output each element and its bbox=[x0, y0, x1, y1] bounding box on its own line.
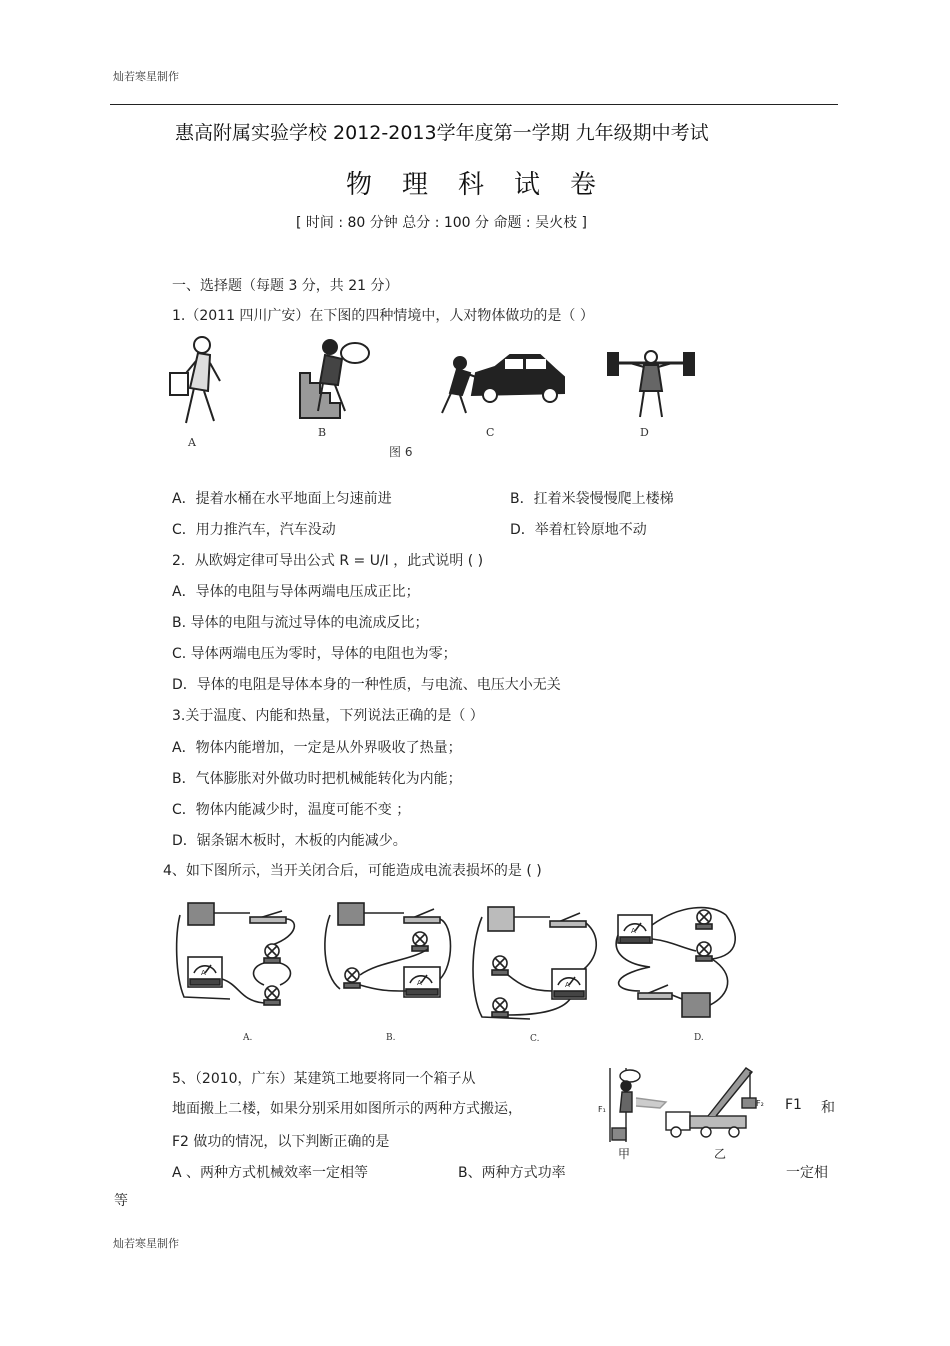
q1-option-c: C．用力推汽车，汽车没动 bbox=[172, 522, 336, 538]
q5-fig-label-yi: 乙 bbox=[714, 1147, 727, 1161]
q5-force-label-f2: F₂ bbox=[756, 1099, 764, 1108]
page-header-maker: 灿若寒星制作 bbox=[113, 70, 179, 83]
q5-line3: F2 做功的情况，以下判断正确的是 bbox=[172, 1134, 390, 1150]
q4-fig-label-b: B. bbox=[386, 1033, 396, 1043]
q5-option-a: A 、两种方式机械效率一定相等 bbox=[172, 1165, 369, 1181]
q1-figure-d-weightlifter bbox=[608, 351, 694, 417]
q2-stem: 2．从欧姆定律可导出公式 R = U/I ，此式说明 ( ) bbox=[172, 553, 484, 569]
q5-line1: 5、（2010，广东）某建筑工地要将同一个箱子从 bbox=[172, 1071, 476, 1087]
q3-stem: 3.关于温度、内能和热量，下列说法正确的是（ ） bbox=[172, 708, 484, 724]
q4-stem: 4、如下图所示，当开关闭合后，可能造成电流表损坏的是 ( ) bbox=[163, 863, 542, 879]
q1-figure-b-person-stairs bbox=[300, 340, 369, 418]
q4-circuit-a bbox=[177, 903, 295, 1005]
q3-option-a: A．物体内能增加，一定是从外界吸收了热量； bbox=[172, 740, 462, 756]
q4-meter-symbol-b: A bbox=[417, 979, 422, 987]
q2-option-b: B. 导体的电阻与流过导体的电流成反比； bbox=[172, 615, 429, 631]
section-title: 一、选择题（每题 3 分，共 21 分） bbox=[172, 278, 399, 294]
q4-circuit-d bbox=[616, 908, 735, 1017]
q2-option-c: C. 导体两端电压为零时，导体的电阻也为零； bbox=[172, 646, 457, 662]
q1-stem: 1.（2011 四川广安）在下图的四种情境中，人对物体做功的是（ ） bbox=[172, 308, 594, 324]
q1-fig-label-b: B bbox=[318, 426, 327, 439]
q1-option-b: B．扛着米袋慢慢爬上楼梯 bbox=[510, 491, 674, 507]
q4-meter-symbol-a: A bbox=[201, 969, 206, 977]
q3-option-d: D．锯条锯木板时，木板的内能减少。 bbox=[172, 833, 407, 849]
q5-line2: 地面搬上二楼，如果分别采用如图所示的两种方式搬运， bbox=[172, 1101, 522, 1117]
q2-option-a: A．导体的电阻与导体两端电压成正比； bbox=[172, 584, 420, 600]
q1-figure-a-person-bucket bbox=[170, 337, 220, 423]
q5-wrap: 等 bbox=[114, 1193, 128, 1209]
q1-option-d: D．举着杠铃原地不动 bbox=[510, 522, 647, 538]
q5-figure-yi bbox=[666, 1068, 756, 1137]
exam-meta: [ 时间 : 80 分钟 总分 : 100 分 命题 : 吴火枝 ] bbox=[296, 215, 588, 231]
q1-fig-label-c: C bbox=[486, 426, 495, 439]
q4-fig-label-d: D. bbox=[694, 1033, 704, 1043]
q4-fig-label-c: C. bbox=[530, 1034, 540, 1044]
q5-option-b-tail: 一定相 bbox=[786, 1165, 828, 1181]
subject-title: 物理科试卷 bbox=[346, 170, 627, 200]
q3-option-c: C．物体内能减少时，温度可能不变 ； bbox=[172, 802, 411, 818]
q1-fig-caption: 图 6 bbox=[389, 445, 413, 459]
q5-fig-label-jia: 甲 bbox=[618, 1147, 631, 1161]
page-footer-maker: 灿若寒星制作 bbox=[113, 1237, 179, 1250]
q1-fig-label-d: D bbox=[640, 426, 649, 439]
q5-line2-f1: F1 bbox=[785, 1097, 802, 1113]
q3-option-b: B．气体膨胀对外做功时把机械能转化为内能； bbox=[172, 771, 462, 787]
school-line: 惠高附属实验学校 2012-2013学年度第一学期 九年级期中考试 bbox=[175, 122, 709, 144]
header-rule bbox=[110, 104, 838, 105]
q5-line2-and: 和 bbox=[821, 1100, 835, 1116]
q4-meter-symbol-d: A bbox=[631, 927, 636, 935]
q1-figure bbox=[160, 333, 720, 463]
q4-circuit-c bbox=[473, 907, 596, 1019]
q1-fig-label-a: A bbox=[188, 436, 196, 449]
q1-option-a: A．提着水桶在水平地面上匀速前进 bbox=[172, 491, 392, 507]
q5-option-b: B、两种方式功率 bbox=[458, 1165, 566, 1181]
q1-figure-c-person-car bbox=[442, 355, 564, 413]
q4-circuit-figures bbox=[170, 895, 750, 1035]
q2-option-d: D．导体的电阻是导体本身的一种性质，与电流、电压大小无关 bbox=[172, 677, 561, 693]
q5-figure-jia bbox=[610, 1068, 666, 1142]
q5-force-label-f1: F₁ bbox=[598, 1105, 606, 1114]
q4-circuit-b bbox=[325, 903, 451, 997]
q4-meter-symbol-c: A bbox=[565, 981, 570, 989]
q4-fig-label-a: A. bbox=[243, 1033, 253, 1043]
q5-figure bbox=[596, 1062, 776, 1162]
